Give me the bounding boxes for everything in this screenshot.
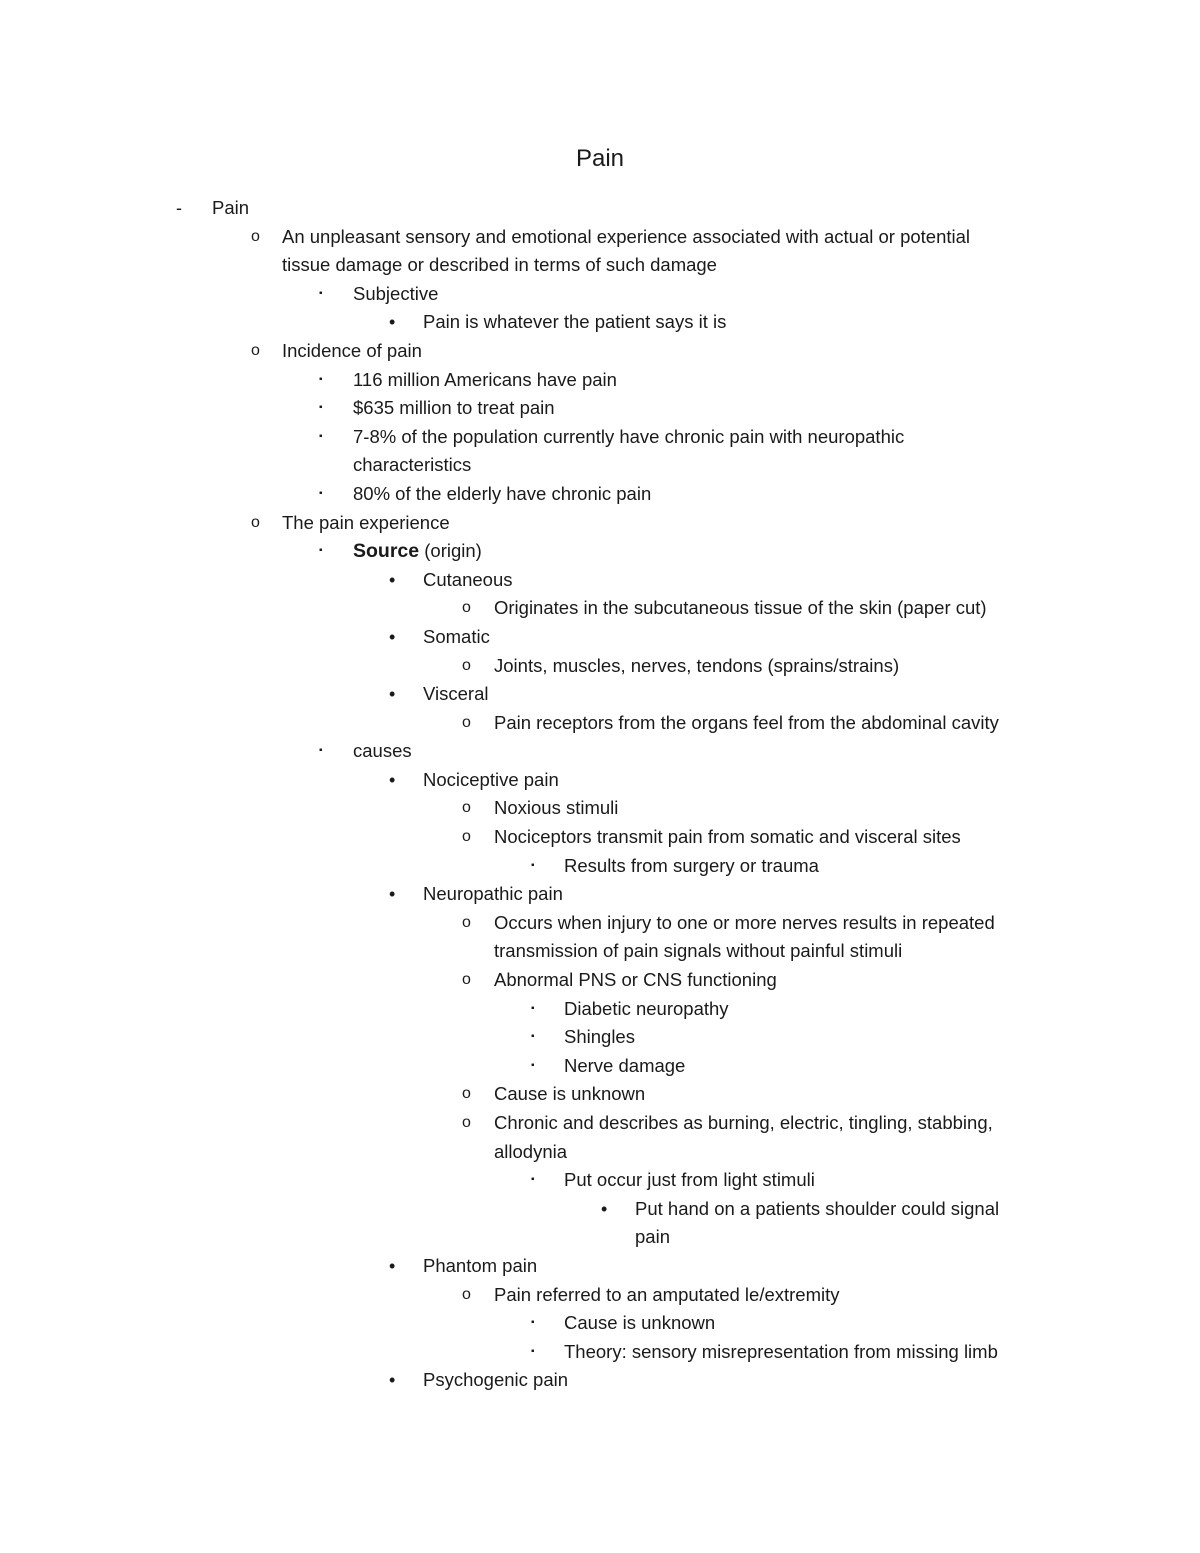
item-text: Abnormal PNS or CNS functioning — [494, 969, 777, 991]
circle-marker: o — [462, 971, 471, 989]
item-text: allodynia — [494, 1140, 568, 1162]
square-bullet-icon: ▪ — [531, 1059, 535, 1071]
outline-item — [0, 1195, 1200, 1224]
outline-item-text — [353, 423, 904, 452]
item-text: Put occur just from light stimuli — [564, 1169, 815, 1191]
item-text: Originates in the subcutaneous tissue of the skin (paper cut) — [494, 597, 987, 619]
bullet-icon: • — [389, 312, 396, 333]
square-bullet-icon: ▪ — [319, 430, 323, 442]
outline-item — [0, 652, 1200, 681]
item-text: An unpleasant sensory and emotional experience associated with actual or potential — [282, 225, 971, 247]
outline-item — [0, 566, 1200, 595]
item-text: Results from surgery or trauma — [564, 854, 819, 876]
square-bullet-icon: ▪ — [319, 487, 323, 499]
outline-item-text — [494, 594, 987, 623]
outline-item — [0, 1023, 1200, 1052]
bullet-icon: • — [389, 1255, 396, 1276]
outline-item-text — [494, 709, 999, 738]
square-bullet-icon: ▪ — [319, 545, 323, 557]
outline-item-text — [423, 766, 559, 795]
outline-item — [0, 537, 1200, 566]
outline-item — [0, 509, 1200, 538]
outline-item-text — [564, 995, 729, 1024]
outline-item — [0, 1309, 1200, 1338]
square-bullet-icon: ▪ — [531, 1031, 535, 1043]
square-bullet-icon: ▪ — [319, 402, 323, 414]
outline-item-text — [423, 623, 490, 652]
item-text: Put hand on a patients shoulder could signal — [635, 1197, 1000, 1219]
outline-item — [0, 766, 1200, 795]
circle-marker: o — [251, 227, 260, 245]
outline-item — [0, 995, 1200, 1024]
item-text: Cutaneous — [423, 568, 513, 590]
outline-item — [0, 852, 1200, 881]
outline-list — [0, 194, 1200, 1395]
outline-item — [0, 709, 1200, 738]
bullet-icon: • — [389, 569, 396, 590]
outline-item — [0, 823, 1200, 852]
item-text: Nerve damage — [564, 1054, 686, 1076]
page-title: Pain — [575, 145, 625, 172]
outline-item-text — [635, 1195, 999, 1224]
outline-item-text — [353, 451, 471, 480]
outline-item-text — [353, 737, 412, 766]
outline-item — [0, 480, 1200, 509]
item-text: Incidence of pain — [282, 339, 422, 361]
item-text: characteristics — [353, 454, 472, 476]
item-text: transmission of pain signals without painful stimuli — [494, 940, 903, 962]
item-text: Somatic — [423, 625, 490, 647]
square-bullet-icon: ▪ — [531, 1317, 535, 1329]
outline-item — [0, 280, 1200, 309]
outline-item — [0, 1052, 1200, 1081]
item-text: causes — [353, 740, 412, 762]
circle-marker: o — [251, 513, 260, 531]
outline-item-text — [494, 1281, 840, 1310]
outline-item-text — [494, 823, 961, 852]
outline-item-text — [282, 337, 422, 366]
outline-item — [0, 194, 1200, 223]
outline-item-text — [494, 937, 902, 966]
item-text: Chronic and describes as burning, electric, tingling, stabbing, — [494, 1112, 993, 1133]
square-bullet-icon: ▪ — [319, 745, 323, 757]
item-text: Nociceptive pain — [423, 768, 559, 790]
bullet-icon: • — [389, 884, 396, 905]
outline-item-text — [282, 223, 970, 252]
item-text: Joints, muscles, nerves, tendons (sprains/strains) — [494, 654, 900, 676]
outline-item — [0, 623, 1200, 652]
outline-item-text — [564, 1166, 815, 1195]
circle-marker: o — [462, 599, 471, 617]
outline-item-text — [564, 1338, 998, 1367]
outline-item — [0, 1366, 1200, 1395]
item-text: Nociceptors transmit pain from somatic and visceral sites — [494, 826, 961, 848]
item-text: Phantom pain — [423, 1254, 538, 1276]
bullet-icon: • — [601, 1198, 608, 1219]
outline-item — [0, 909, 1200, 938]
outline-item — [0, 1281, 1200, 1310]
item-text: Cause is unknown — [564, 1312, 716, 1334]
item-text: Noxious stimuli — [494, 797, 619, 819]
item-text: (origin) — [419, 540, 482, 562]
square-bullet-icon: ▪ — [531, 1002, 535, 1014]
bullet-icon: • — [389, 684, 396, 705]
outline-item — [0, 366, 1200, 395]
item-text: Neuropathic pain — [423, 883, 563, 905]
circle-marker: o — [462, 799, 471, 817]
outline-item-text — [423, 680, 488, 709]
outline-item-text — [564, 852, 819, 881]
outline-item — [0, 1138, 1200, 1167]
outline-item — [0, 223, 1200, 252]
outline-item-text — [353, 366, 617, 395]
outline-item — [0, 1338, 1200, 1367]
circle-marker: o — [462, 1285, 471, 1303]
item-text: Pain receptors from the organs feel from the abdominal cavity — [494, 711, 999, 733]
circle-marker: o — [462, 1085, 471, 1103]
item-text: Theory: sensory misrepresentation from missing limb — [564, 1340, 998, 1362]
circle-marker: o — [462, 656, 471, 674]
outline-item — [0, 594, 1200, 623]
outline-item-text — [282, 251, 717, 280]
item-text: Pain is whatever the patient says it is — [423, 311, 727, 333]
outline-item-text — [564, 1309, 715, 1338]
square-bullet-icon: ▪ — [319, 287, 323, 299]
outline-item-text — [564, 1052, 685, 1081]
item-text: Pain — [212, 197, 250, 218]
item-text: 7-8% of the population currently have chronic pain with neuropathic — [353, 425, 905, 447]
outline-item — [0, 1223, 1200, 1252]
item-text: pain — [635, 1226, 670, 1248]
bullet-icon: • — [389, 769, 396, 790]
circle-marker: o — [462, 913, 471, 931]
outline-item-text — [282, 509, 450, 538]
outline-item-text — [494, 652, 899, 681]
outline-item-text — [353, 394, 555, 423]
square-bullet-icon: ▪ — [531, 1174, 535, 1186]
dash-marker: - — [176, 198, 182, 218]
outline-item — [0, 1252, 1200, 1281]
item-text: 116 million Americans have pain — [353, 368, 617, 390]
outline-item — [0, 451, 1200, 480]
outline-item-text — [494, 966, 777, 995]
outline-item — [0, 1109, 1200, 1138]
outline-item-text — [564, 1023, 635, 1052]
outline-item-text — [423, 880, 563, 909]
outline-item — [0, 937, 1200, 966]
outline-item — [0, 423, 1200, 452]
outline-item-text — [212, 194, 249, 223]
outline-item-text — [423, 1366, 568, 1395]
outline-item — [0, 680, 1200, 709]
emphasis-text: Source — [353, 540, 420, 563]
outline-item-text — [353, 280, 438, 309]
outline-item — [0, 394, 1200, 423]
bullet-icon: • — [389, 626, 396, 647]
circle-marker: o — [251, 341, 260, 359]
outline-item-text — [635, 1223, 670, 1252]
square-bullet-icon: ▪ — [531, 859, 535, 871]
outline-item-text — [353, 480, 651, 509]
outline-item-text — [494, 794, 618, 823]
outline-item-text — [494, 1109, 993, 1138]
outline-item-text — [494, 1138, 567, 1167]
outline-item-text — [423, 566, 512, 595]
item-text: Subjective — [353, 282, 439, 304]
circle-marker: o — [462, 1114, 471, 1131]
circle-marker: o — [462, 828, 471, 846]
outline-item-text — [423, 1252, 537, 1281]
item-text: Shingles — [564, 1026, 635, 1048]
outline-item — [0, 1166, 1200, 1195]
item-text: 80% of the elderly have chronic pain — [353, 482, 652, 504]
item-text: tissue damage or described in terms of such damage — [282, 254, 717, 276]
outline-item — [0, 966, 1200, 995]
item-text: Occurs when injury to one or more nerves results in repeated — [494, 911, 995, 933]
outline-item-text — [494, 909, 995, 938]
outline-item — [0, 308, 1200, 337]
outline-item — [0, 794, 1200, 823]
outline-item — [0, 880, 1200, 909]
item-text: Psychogenic pain — [423, 1369, 569, 1391]
circle-marker: o — [462, 713, 471, 731]
outline-item-text — [423, 308, 726, 337]
square-bullet-icon: ▪ — [531, 1345, 535, 1357]
bullet-icon: • — [389, 1370, 396, 1391]
outline-item-text — [494, 1080, 645, 1109]
item-text: $635 million to treat pain — [353, 397, 555, 419]
outline-item — [0, 337, 1200, 366]
outline-item-text — [353, 537, 482, 566]
item-text: The pain experience — [282, 511, 450, 533]
square-bullet-icon: ▪ — [319, 373, 323, 385]
outline-item — [0, 1080, 1200, 1109]
outline-item — [0, 737, 1200, 766]
item-text: Visceral — [423, 683, 489, 705]
item-text: Diabetic neuropathy — [564, 997, 729, 1019]
outline-item — [0, 251, 1200, 280]
item-text: Pain referred to an amputated le/extremity — [494, 1283, 840, 1305]
item-text: Cause is unknown — [494, 1083, 646, 1105]
